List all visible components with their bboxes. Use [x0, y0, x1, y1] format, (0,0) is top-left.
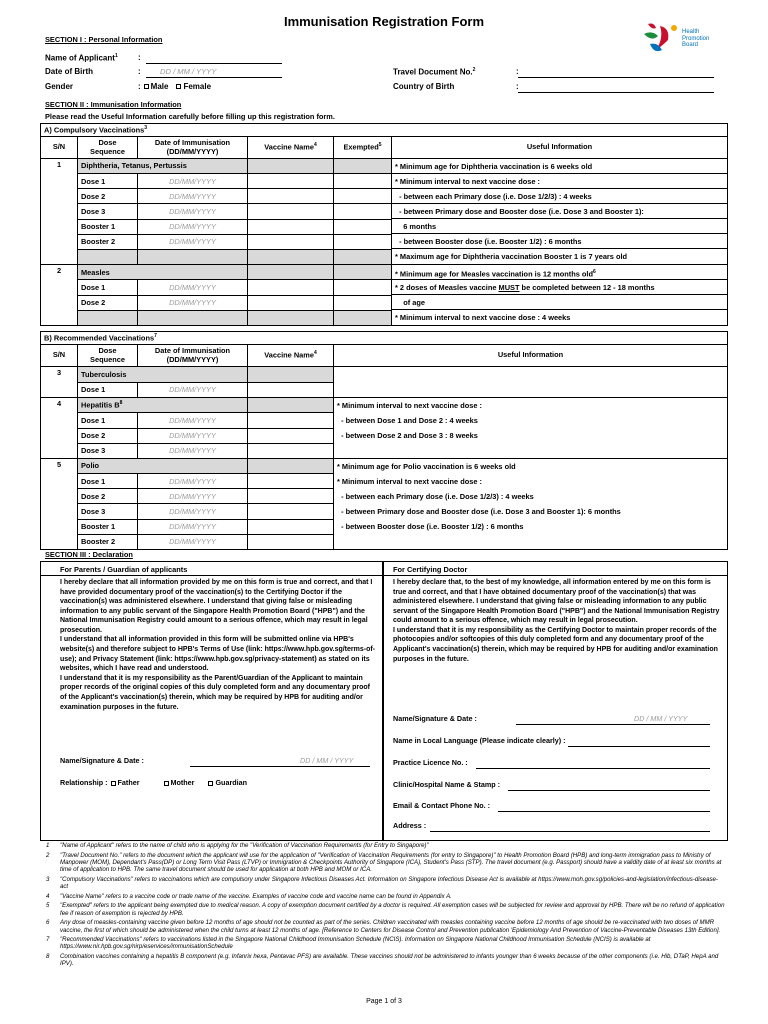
parent-header: For Parents / Guardian of applicants [60, 565, 188, 574]
b-dose-label: Booster 1 [78, 519, 138, 534]
b-vaccine-input[interactable] [248, 443, 334, 458]
doctor-local-name-input[interactable] [568, 746, 710, 747]
a-vaccine-input[interactable] [248, 280, 334, 295]
footnote-text: "Exempted" refers to the applicant being exempted due to medical reason. A copy of exemption document certified by a doctor is required. All exemption cases will be subjected for review and approval by HPB. There will be no refund of application fee if reason of exemption is rejected by HPB. [60, 902, 725, 917]
a-exempt-input[interactable] [334, 295, 392, 310]
a-col-date: Date of Immunisation (DD/MM/YYYY) [138, 137, 248, 159]
travel-doc-sup: 2 [472, 67, 476, 73]
footnote-text: "Name of Applicant" refers to the name of child who is applying for the "Verification of Vaccination Requirements (for Entry to Singapore)" [60, 842, 429, 849]
b-group-sn: 5 [41, 459, 78, 550]
relationship-label: Relationship : [60, 778, 108, 787]
relationship-row [60, 778, 247, 787]
b-date-input[interactable]: DD/MM/YYYY [138, 413, 248, 428]
b-dose-label: Dose 1 [78, 382, 138, 398]
a-date-input[interactable]: DD/MM/YYYY [138, 189, 248, 204]
a-date-input[interactable]: DD/MM/YYYY [138, 219, 248, 234]
hpb-logo-text [682, 29, 732, 49]
logo-line-3: Board [682, 42, 699, 49]
a-group-vaccine-blank [248, 159, 334, 174]
b-dose-label: Dose 1 [78, 413, 138, 428]
b-group-info [334, 398, 728, 459]
a-info-text: * Minimum age for Diphtheria vaccination is 6 weeks old [395, 162, 593, 171]
b-vaccine-input[interactable] [248, 428, 334, 443]
b-info-text: - between Dose 1 and Dose 2 : 4 weeks [337, 416, 478, 425]
doctor-paragraph: I hereby declare that, to the best of my knowledge, all information entered by me on this form is true and correct, and that I have obtained documentary proof of the vaccination(s) that was administered elsewhere. I understand that giving false or misleading information to any public servant of the Singapore Health Promotion Board ("HPB") and the National Immunisation Registry could amount to a serious offence, which may result in legal prosecution. [393, 579, 720, 625]
b-vaccine-input[interactable] [248, 504, 334, 519]
travel-doc-text: Travel Document No. [393, 67, 473, 77]
doctor-licence-input[interactable] [476, 768, 710, 769]
a-info-text: 6 [592, 269, 596, 275]
travel-doc-label [393, 67, 475, 78]
a-col-exempted: Exempted$^5$ [334, 137, 392, 159]
a-info-line [392, 204, 727, 219]
footnote-number: 5 [46, 902, 50, 910]
a-dose-label: Booster 1 [78, 219, 138, 234]
a-grey-cell [78, 249, 138, 264]
dob-input[interactable]: DD / MM / YYYY [160, 67, 217, 76]
a-info-line [392, 265, 727, 280]
a-info-line [392, 310, 727, 325]
a-grey-cell [138, 310, 248, 325]
footnote-item [46, 919, 726, 934]
male-checkbox[interactable] [144, 84, 149, 89]
gender-label: Gender [45, 82, 74, 91]
a-col-vaccine: Vaccine Name$^4$ [248, 137, 334, 159]
applicant-name-sup: 1 [114, 53, 118, 59]
b-date-input[interactable]: DD/MM/YYYY [138, 504, 248, 519]
a-exempt-input[interactable] [334, 174, 392, 189]
father-checkbox[interactable] [111, 781, 116, 786]
doctor-signature-label: Name/Signature & Date : [393, 714, 477, 723]
b-info-line [334, 367, 727, 382]
applicant-name-text: Name of Applicant [45, 53, 115, 63]
b-group-info [334, 367, 728, 398]
footnote-item [46, 852, 726, 874]
b-dose-label: Dose 3 [78, 504, 138, 519]
a-group-name: Diphtheria, Tetanus, Pertussis [78, 159, 248, 174]
footnote-number: 4 [46, 892, 50, 900]
a-grey-cell [248, 310, 334, 325]
instructions: Please read the Useful Information carefully before filling up this registration form. [45, 112, 335, 121]
a-info-line [392, 219, 727, 234]
b-group-sn: 3 [41, 367, 78, 398]
b-group-name: Hepatitis $B^8$ [78, 398, 248, 413]
b-dose-label: Dose 3 [78, 443, 138, 458]
guardian-label: Guardian [215, 778, 248, 787]
a-info-text: be completed between 12 - 18 months [519, 283, 655, 292]
a-info-text: - between Primary dose and Booster dose (i.e. Dose 3 and Booster 1): [395, 207, 644, 216]
a-info-line [392, 159, 727, 174]
logo-line-1: Health [682, 29, 700, 35]
doctor-address-label: Address : [393, 821, 427, 830]
b-group-name: Polio [78, 459, 248, 474]
a-group-name: Measles [78, 265, 248, 280]
b-dose-label: Dose 2 [78, 428, 138, 443]
a-grey-cell [334, 310, 392, 325]
country-colon: : [516, 82, 519, 91]
page-number: Page 1 of 3 [366, 998, 402, 1005]
b-info-line [334, 398, 727, 413]
a-date-input[interactable]: DD/MM/YYYY [138, 204, 248, 219]
b-col-vaccine: Vaccine Name$^4$ [248, 345, 334, 367]
a-group-info [392, 159, 728, 265]
footnotes [46, 842, 726, 970]
footnote-number: 2 [46, 851, 50, 859]
a-col-exempted-sup: 5 [378, 142, 382, 149]
b-date-input[interactable]: DD/MM/YYYY [138, 519, 248, 534]
female-label: Female [183, 82, 212, 91]
a-grey-cell [138, 249, 248, 264]
doctor-email-input[interactable] [498, 811, 710, 812]
doctor-address-input[interactable] [430, 831, 710, 832]
b-col-date: Date of Immunisation (DD/MM/YYYY) [138, 345, 248, 367]
logo-line-2: Promotion [682, 35, 710, 42]
a-col-info: Useful Information [392, 137, 728, 159]
b-vaccine-input[interactable] [248, 413, 334, 428]
a-dose-label: Dose 2 [78, 295, 138, 310]
travel-doc-input[interactable] [518, 77, 714, 78]
dob-underline [146, 77, 282, 78]
father-label: Father [117, 778, 140, 787]
a-group-exempt-blank [334, 265, 392, 280]
a-dose-label: Dose 3 [78, 204, 138, 219]
a-vaccine-input[interactable] [248, 234, 334, 249]
a-info-line [392, 249, 727, 264]
b-info-text: * Minimum interval to next vaccine dose : [337, 401, 482, 410]
doctor-paragraph: I understand that it is my responsibility as the Certifying Doctor to maintain proper records of the photocopies and/or softcopies of this duly completed form and any documentary proof of the Applicant's vaccination(s) therein, which may be required by HPB for auditing and/or examination purposes in the future. [393, 626, 718, 663]
applicant-name-colon: : [138, 53, 141, 62]
footnote-number: 7 [46, 936, 50, 944]
a-group-sn: 1 [41, 159, 78, 265]
footnote-number: 8 [46, 952, 50, 960]
female-checkbox[interactable] [176, 84, 181, 89]
b-info-line [334, 413, 727, 428]
section-3-heading: SECTION III : Declaration [45, 550, 133, 559]
doctor-header: For Certifying Doctor [393, 565, 468, 574]
a-info-line [392, 295, 727, 310]
footnote-number: 6 [46, 919, 50, 927]
a-info-line [392, 234, 727, 249]
a-date-input[interactable]: DD/MM/YYYY [138, 234, 248, 249]
a-exempt-input[interactable] [334, 204, 392, 219]
a-dose-label: Dose 1 [78, 280, 138, 295]
doctor-email-label: Email & Contact Phone No. : [393, 801, 491, 810]
parent-paragraph: I understand that it is my responsibility as the Parent/Guardian of the Applicant to maintain proper records of the original copies of this duly completed form and any documentary proof of the Applicant's vaccination(s) therein, which may be required by HPB for auditing and/or examination purposes in the future. [60, 674, 370, 711]
b-info-line [334, 428, 727, 443]
section-1-heading: SECTION I : Personal Information [45, 35, 163, 44]
b-dose-label: Dose 2 [78, 489, 138, 504]
a-group-sn: 2 [41, 265, 78, 326]
b-group-info [334, 459, 728, 550]
a-info-line [392, 189, 727, 204]
b-date-input[interactable]: DD/MM/YYYY [138, 443, 248, 458]
a-col-sn: S/N [41, 137, 78, 159]
b-col-dose: Dose Sequence [78, 345, 138, 367]
a-info-text: * Minimum age for Measles vaccination is 12 months old [395, 269, 593, 279]
footnote-number: 3 [46, 875, 50, 883]
footnote-text: "Compulsory Vaccinations" refers to vaccinations which are compulsory under Singapore Infectious Diseases Act. Information on Singapore Infectious Disease Act is available at https://www.moh.gov.sg/policies-and-legislation/infectious-disease-act [60, 875, 718, 891]
a-info-text: 6 months [395, 222, 437, 231]
b-dose-label: Booster 2 [78, 534, 138, 549]
footnote-item [46, 953, 726, 968]
b-group-vaccine-blank [248, 459, 334, 474]
a-info-text: * Maximum age for Diphtheria vaccination Booster 1 is 7 years old [395, 252, 628, 261]
a-grey-cell [334, 249, 392, 264]
a-vaccine-input[interactable] [248, 189, 334, 204]
b-info-text: - between Dose 2 and Dose 3 : 8 weeks [337, 431, 478, 440]
parent-signature-input[interactable] [190, 766, 370, 767]
footnote-text: "Recommended Vaccinations" refers to vaccinations listed in the Singapore National Childhood Immunisation Schedule (NCIS). Information on Singapore National Childhood Immunisation Schedule (NCIS) is available at https://www.nir.hpb.gov.sg/nirp/eservices/immunisationSchedule [60, 936, 651, 951]
a-group-info [392, 265, 728, 326]
a-grey-cell [78, 310, 138, 325]
b-group-name: Tuberculosis [78, 367, 248, 383]
footnote-item [46, 902, 726, 917]
a-exempt-input[interactable] [334, 189, 392, 204]
a-date-input[interactable]: DD/MM/YYYY [138, 280, 248, 295]
b-group-vaccine-blank [248, 367, 334, 383]
b-info-line [334, 443, 727, 458]
b-vaccine-input[interactable] [248, 382, 334, 398]
a-info-text: * Minimum interval to next vaccine dose : 4 weeks [395, 313, 571, 322]
b-title: B) Recommended Vaccinations$^7$ [41, 332, 728, 345]
dob-colon: : [138, 67, 141, 76]
b-info-text: - between each Primary dose (i.e. Dose 1/2/3) : 4 weeks [337, 492, 534, 501]
a-info-text: MUST [498, 283, 520, 292]
footnote-text: Combination vaccines containing a hepatitis B component (e.g. Infanrix hexa, Pentavac PFS) are available. These vaccines should not be administered to infants younger than 6 weeks because of the other components (i.e. Hib, DTaP, HepA and IPV). [60, 952, 719, 968]
footnote-text: Any dose of measles-containing vaccine given before 12 months of age should not be counted as part of the series. Children vaccinated with measles containing vaccine before 12 months of age should be re-vaccinated with two doses of MMR vaccine, the first of which should be administered when the child turns at least 12 months of age. [Reference to Centers for Disease Control and Prevention publication 'Epidemiology And Prevention of Vaccine-Preventable Diseases 13th Edition]. [60, 919, 721, 934]
b-group-sn: 4 [41, 398, 78, 459]
b-info-text: * Minimum interval to next vaccine dose : [337, 477, 482, 486]
footnote-text: "Travel Document No." refers to the document which the applicant will use for the application of "Verification of Vaccination Requirements (for entry to Singapore)" to Health Promotion Board (HPB) and long-term immigration pass to Ministry of Manpower (MOM), Dependant's Pass(DP) or Long Term Visit Pass (LTVP) or Immigration & Checkpoints Authority of Singapore (ICA), Student's Pass (STP). The travel document (e.g. Passport) should have a validity date of at least six months at time of application to HPB. The same travel document should be used for application at both HPB and MOM or ICA. [60, 851, 722, 874]
guardian-checkbox[interactable] [208, 781, 213, 786]
a-dose-label: Dose 2 [78, 189, 138, 204]
footnote-number: 1 [46, 842, 50, 849]
b-vaccine-input[interactable] [248, 519, 334, 534]
applicant-name-input[interactable] [146, 63, 282, 64]
doctor-signature-input[interactable] [516, 724, 710, 725]
gender-options [138, 82, 211, 92]
footnote-text: "Vaccine Name" refers to a vaccine code or trade name of the vaccine. Examples of vaccine code and vaccine name can be found in Appendix A. [60, 892, 452, 900]
a-exempt-input[interactable] [334, 234, 392, 249]
a-vaccine-input[interactable] [248, 204, 334, 219]
b-vaccine-input[interactable] [248, 474, 334, 489]
b-info-line [334, 504, 727, 519]
a-dose-label: Dose 1 [78, 174, 138, 189]
a-vaccine-input[interactable] [248, 295, 334, 310]
b-info-line [334, 519, 727, 534]
a-info-text: - between each Primary dose (i.e. Dose 1/2/3) : 4 weeks [395, 192, 592, 201]
parent-declaration-text [60, 578, 378, 712]
b-info-text: - between Booster dose (i.e. Booster 1/2) : 6 months [337, 522, 524, 531]
dob-label: Date of Birth [45, 67, 93, 76]
a-info-line [392, 174, 727, 189]
a-info-text: * 2 doses of Measles vaccine [395, 283, 497, 292]
b-title-sup: 7 [154, 333, 157, 340]
parent-signature-label: Name/Signature & Date : [60, 756, 144, 765]
b-info-line [334, 474, 727, 489]
a-group-vaccine-blank [248, 265, 334, 280]
b-vaccine-input[interactable] [248, 489, 334, 504]
travel-doc-colon: : [516, 67, 519, 76]
b-date-input[interactable]: DD/MM/YYYY [138, 428, 248, 443]
footnote-item [46, 842, 726, 850]
a-info-text: * Minimum interval to next vaccine dose : [395, 177, 540, 186]
doctor-clinic-input[interactable] [508, 790, 710, 791]
a-group-exempt-blank [334, 159, 392, 174]
a-date-input[interactable]: DD/MM/YYYY [138, 295, 248, 310]
mother-label: Mother [170, 778, 195, 787]
b-info-text: - between Primary dose and Booster dose (i.e. Dose 3 and Booster 1): 6 months [337, 507, 621, 516]
footnote-item [46, 876, 726, 891]
b-col-sn: S/N [41, 345, 78, 367]
recommended-vaccinations-table [40, 331, 728, 550]
doctor-licence-label: Practice Licence No. : [393, 758, 468, 767]
parent-signature-date[interactable]: DD / MM / YYYY [300, 756, 354, 765]
parent-paragraph: I understand that all information provided in this form will be submitted online via HPB's website(s) and therefore subject to HPB's Terms of Use (link: https://www.hpb.gov.sg/terms-of-use); and Privacy Statement (link: https://www.hpb.gov.sg/privacy-statement) as stated on its websites, which I have read and understood. [60, 636, 376, 673]
b-date-input[interactable]: DD/MM/YYYY [138, 534, 248, 549]
b-info-line [334, 489, 727, 504]
b-group-vaccine-blank [248, 398, 334, 413]
b-group-sup: 8 [119, 400, 123, 407]
b-date-input[interactable]: DD/MM/YYYY [138, 474, 248, 489]
country-label: Country of Birth [393, 82, 455, 91]
a-exempt-input[interactable] [334, 280, 392, 295]
declaration-header-divider [40, 575, 728, 576]
b-info-text: * Minimum age for Polio vaccination is 6 weeks old [337, 462, 516, 471]
footnote-item [46, 893, 726, 901]
a-info-text: - between Booster dose (i.e. Booster 1/2) : 6 months [395, 237, 582, 246]
a-date-input[interactable]: DD/MM/YYYY [138, 174, 248, 189]
compulsory-vaccinations-table [40, 123, 728, 326]
a-col-vaccine-sup: 4 [313, 142, 317, 149]
b-dose-label: Dose 1 [78, 474, 138, 489]
b-col-vaccine-sup: 4 [313, 350, 317, 357]
country-input[interactable] [518, 92, 714, 93]
b-date-input[interactable]: DD/MM/YYYY [138, 489, 248, 504]
parent-paragraph: I hereby declare that all information provided by me on this form is true and correct, and that I have provided documentary proof of the vaccination(s) to the Certifying Doctor if the vaccination(s) was administered elsewhere. I understand that giving false or misleading information to any public servant of the Singapore Health Promotion Board ("HPB") and the National Immunisation Registry could amount to a serious offence, which may result in legal prosecution. [60, 579, 373, 634]
doctor-signature-date[interactable]: DD / MM / YYYY [634, 714, 688, 723]
a-info-line [392, 280, 727, 295]
footnote-item [46, 936, 726, 951]
doctor-clinic-label: Clinic/Hospital Name & Stamp : [393, 780, 501, 789]
a-vaccine-input[interactable] [248, 174, 334, 189]
a-grey-cell [248, 249, 334, 264]
b-col-info: Useful Information [334, 345, 728, 367]
b-info-line [334, 382, 727, 397]
section-2-heading: SECTION II : Immunisation Information [45, 100, 182, 109]
a-info-text: of age [395, 298, 425, 307]
b-date-input[interactable]: DD/MM/YYYY [138, 382, 248, 398]
applicant-name-label [45, 53, 118, 64]
b-info-line [334, 459, 727, 474]
a-dose-label: Booster 2 [78, 234, 138, 249]
b-vaccine-input[interactable] [248, 534, 334, 549]
a-title: A) Compulsory Vaccinations$^3$ [41, 124, 728, 137]
gender-colon: : [138, 82, 141, 91]
male-label: Male [150, 82, 169, 91]
a-exempt-input[interactable] [334, 219, 392, 234]
doctor-declaration-text [393, 578, 723, 664]
b-info-line [334, 534, 727, 549]
a-title-sup: 3 [144, 125, 147, 132]
doctor-local-name-label: Name in Local Language (Please indicate clearly) : [393, 736, 566, 745]
mother-checkbox[interactable] [164, 781, 169, 786]
a-col-dose: Dose Sequence [78, 137, 138, 159]
page-title: Immunisation Registration Form [283, 14, 485, 29]
a-vaccine-input[interactable] [248, 219, 334, 234]
